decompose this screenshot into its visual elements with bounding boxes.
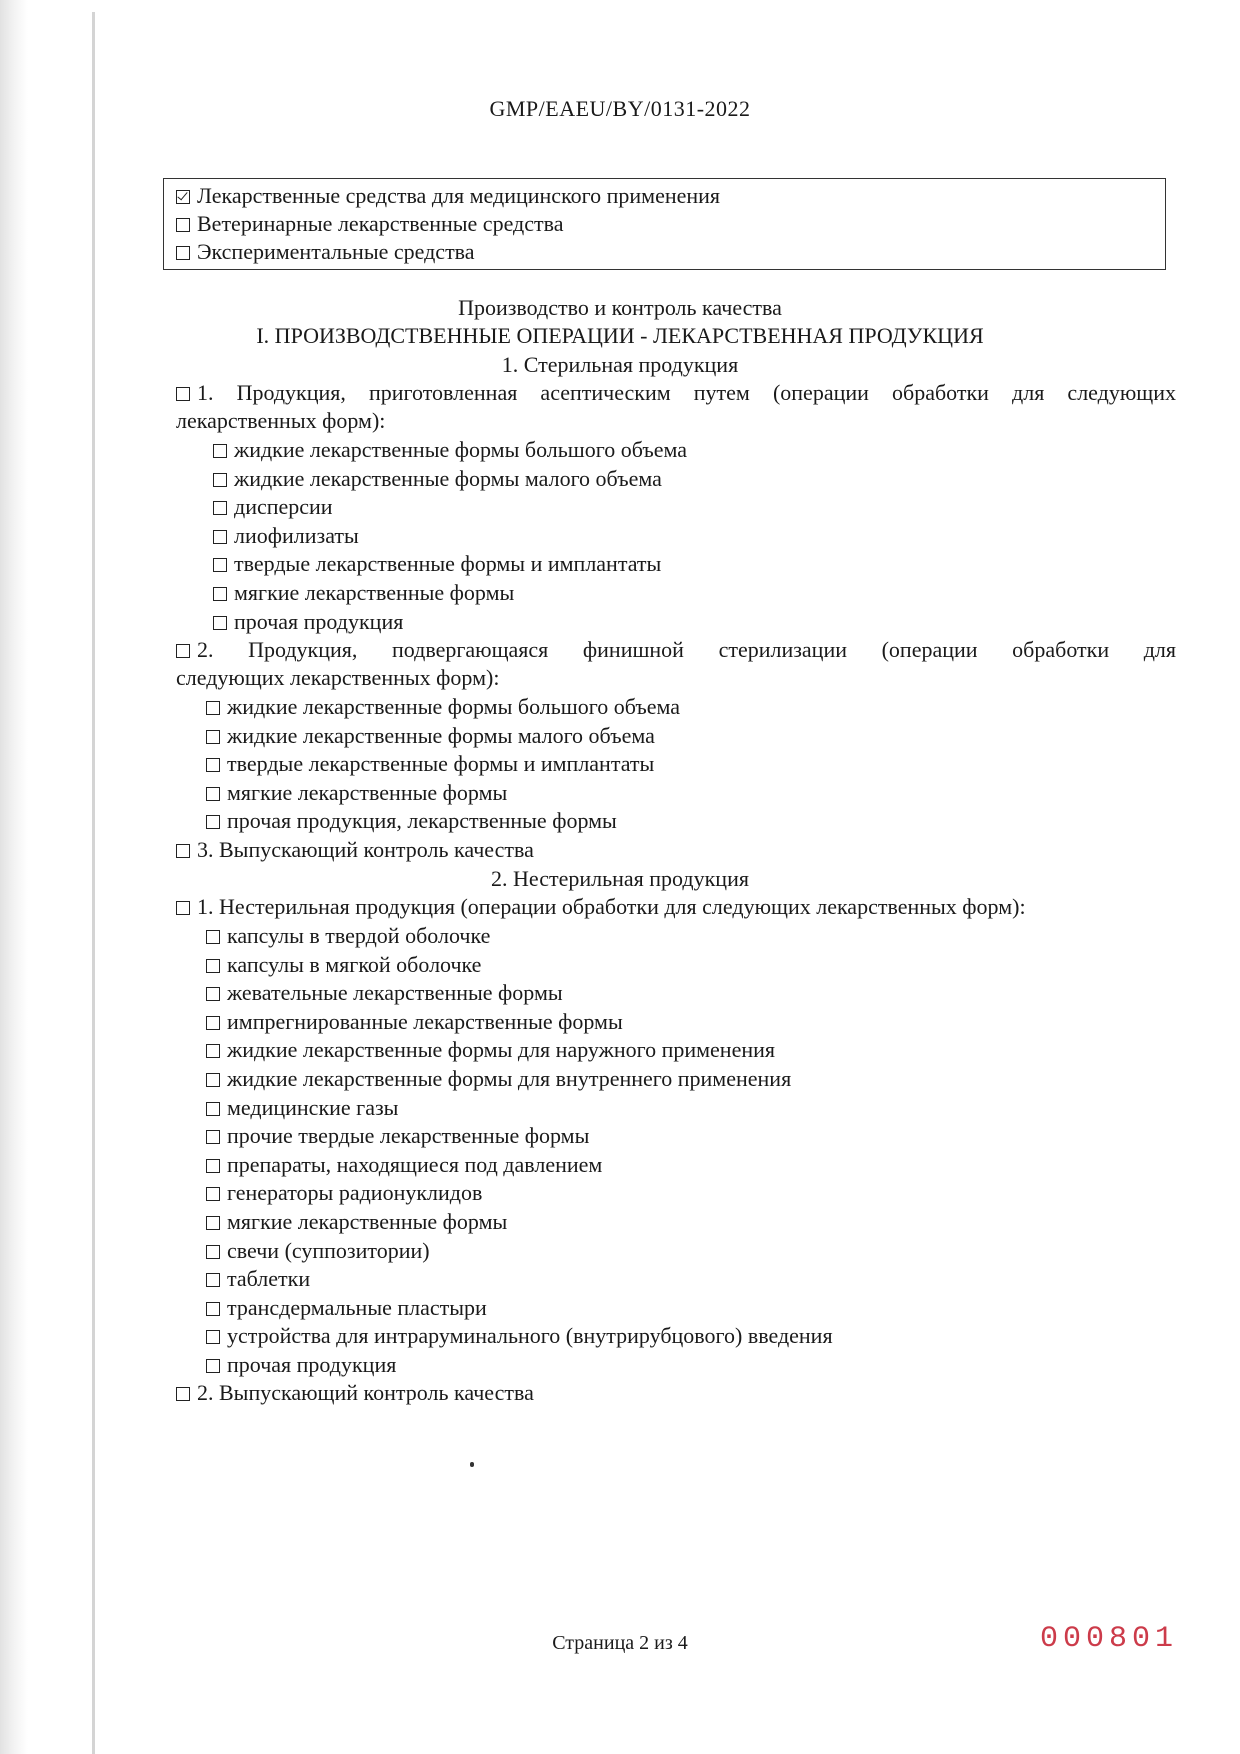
- sterile-item2-option: жидкие лекарственные формы малого объема: [206, 722, 655, 750]
- checkbox-icon[interactable]: [176, 1387, 190, 1401]
- checkbox-icon[interactable]: [176, 644, 190, 658]
- checkbox-icon[interactable]: [206, 758, 220, 772]
- scope-item-experimental: Экспериментальные средства: [176, 238, 1153, 266]
- checkbox-icon[interactable]: [206, 730, 220, 744]
- checkbox-icon[interactable]: [213, 587, 227, 601]
- nonsterile-option: трансдермальные пластыри: [206, 1294, 487, 1322]
- sterile-title: 1. Стерильная продукция: [501, 352, 739, 377]
- nonsterile-item2: 2. Выпускающий контроль качества: [176, 1379, 534, 1407]
- sterile-item2-option: твердые лекарственные формы и имплантаты: [206, 750, 654, 778]
- checkbox-icon[interactable]: [176, 387, 190, 401]
- scan-speck: [470, 1462, 474, 1467]
- checkbox-icon[interactable]: [206, 1130, 220, 1144]
- checkbox-icon[interactable]: [206, 1159, 220, 1173]
- checkbox-icon[interactable]: [213, 473, 227, 487]
- checkbox-icon[interactable]: [206, 1302, 220, 1316]
- checkbox-icon[interactable]: [213, 530, 227, 544]
- checkbox-icon[interactable]: [206, 1245, 220, 1259]
- checkbox-icon[interactable]: [213, 616, 227, 630]
- heading: Производство и контроль качества: [458, 295, 782, 320]
- sterile-item1-option: жидкие лекарственные формы малого объема: [213, 465, 662, 493]
- checkbox-icon[interactable]: [213, 444, 227, 458]
- nonsterile-option: устройства для интраруминального (внутрирубцового) введения: [206, 1322, 833, 1350]
- sterile-item3: 3. Выпускающий контроль качества: [176, 836, 534, 864]
- nonsterile-option: таблетки: [206, 1265, 310, 1293]
- checkbox-icon[interactable]: [206, 1273, 220, 1287]
- checkbox-icon[interactable]: [206, 959, 220, 973]
- checkbox-icon[interactable]: [206, 1359, 220, 1373]
- sterile-item1-option: прочая продукция: [213, 608, 403, 636]
- sterile-item1-option: дисперсии: [213, 493, 333, 521]
- checkbox-icon[interactable]: [213, 501, 227, 515]
- scope-item-medical: Лекарственные средства для медицинского применения: [176, 182, 1153, 210]
- sterile-item1-option: жидкие лекарственные формы большого объема: [213, 436, 687, 464]
- nonsterile-title: 2. Нестерильная продукция: [491, 866, 749, 891]
- nonsterile-option: свечи (суппозитории): [206, 1237, 430, 1265]
- nonsterile-option: жидкие лекарственные формы для наружного применения: [206, 1036, 775, 1064]
- nonsterile-option: медицинские газы: [206, 1094, 398, 1122]
- nonsterile-option: прочая продукция: [206, 1351, 396, 1379]
- checkbox-icon[interactable]: [206, 930, 220, 944]
- scope-item-veterinary: Ветеринарные лекарственные средства: [176, 210, 1153, 238]
- checkbox-icon[interactable]: [176, 246, 190, 260]
- checkbox-icon[interactable]: [213, 558, 227, 572]
- sterile-item1-line2: лекарственных форм):: [176, 408, 386, 433]
- nonsterile-option: препараты, находящиеся под давлением: [206, 1151, 602, 1179]
- stamp-number: 000801: [1040, 1622, 1179, 1656]
- checkbox-icon[interactable]: [206, 1187, 220, 1201]
- sterile-item2-line2: следующих лекарственных форм):: [176, 665, 500, 690]
- checkbox-icon[interactable]: [206, 1044, 220, 1058]
- scope-box: [163, 178, 1166, 270]
- checkbox-icon[interactable]: [176, 844, 190, 858]
- sterile-item2-line1: 2. Продукция, подвергающаяся финишной стерилизации (операции обработки для: [176, 636, 1176, 664]
- sterile-item2-option: мягкие лекарственные формы: [206, 779, 507, 807]
- sterile-item1-line1: 1. Продукция, приготовленная асептическим путем (операции обработки для следующих: [176, 379, 1176, 407]
- sterile-item2-option: жидкие лекарственные формы большого объема: [206, 693, 680, 721]
- nonsterile-option: импрегнированные лекарственные формы: [206, 1008, 623, 1036]
- sterile-item2-option: прочая продукция, лекарственные формы: [206, 807, 617, 835]
- nonsterile-option: капсулы в твердой оболочке: [206, 922, 490, 950]
- checkbox-icon[interactable]: [206, 1330, 220, 1344]
- document-code: GMP/EAEU/BY/0131-2022: [489, 96, 751, 121]
- sterile-item1-option: твердые лекарственные формы и имплантаты: [213, 550, 661, 578]
- nonsterile-option: мягкие лекарственные формы: [206, 1208, 507, 1236]
- checkbox-icon[interactable]: [206, 1016, 220, 1030]
- checkbox-icon[interactable]: [176, 218, 190, 232]
- nonsterile-option: жевательные лекарственные формы: [206, 979, 563, 1007]
- nonsterile-item1: 1. Нестерильная продукция (операции обработки для следующих лекарственных форм):: [176, 893, 1026, 921]
- checkbox-icon[interactable]: [206, 1216, 220, 1230]
- checkbox-icon[interactable]: [176, 901, 190, 915]
- nonsterile-option: прочие твердые лекарственные формы: [206, 1122, 589, 1150]
- section-title: I. ПРОИЗВОДСТВЕННЫЕ ОПЕРАЦИИ - ЛЕКАРСТВЕННАЯ ПРОДУКЦИЯ: [256, 323, 984, 348]
- checkbox-icon[interactable]: [206, 1102, 220, 1116]
- sterile-item1-option: лиофилизаты: [213, 522, 359, 550]
- sterile-item1-option: мягкие лекарственные формы: [213, 579, 514, 607]
- nonsterile-option: жидкие лекарственные формы для внутреннего применения: [206, 1065, 791, 1093]
- checkbox-icon[interactable]: [206, 701, 220, 715]
- page-number: Страница 2 из 4: [552, 1632, 688, 1654]
- checkbox-icon[interactable]: [206, 787, 220, 801]
- nonsterile-option: капсулы в мягкой оболочке: [206, 951, 481, 979]
- checkbox-checked-icon[interactable]: [176, 190, 190, 204]
- checkbox-icon[interactable]: [206, 1073, 220, 1087]
- checkbox-icon[interactable]: [206, 815, 220, 829]
- nonsterile-option: генераторы радионуклидов: [206, 1179, 482, 1207]
- checkbox-icon[interactable]: [206, 987, 220, 1001]
